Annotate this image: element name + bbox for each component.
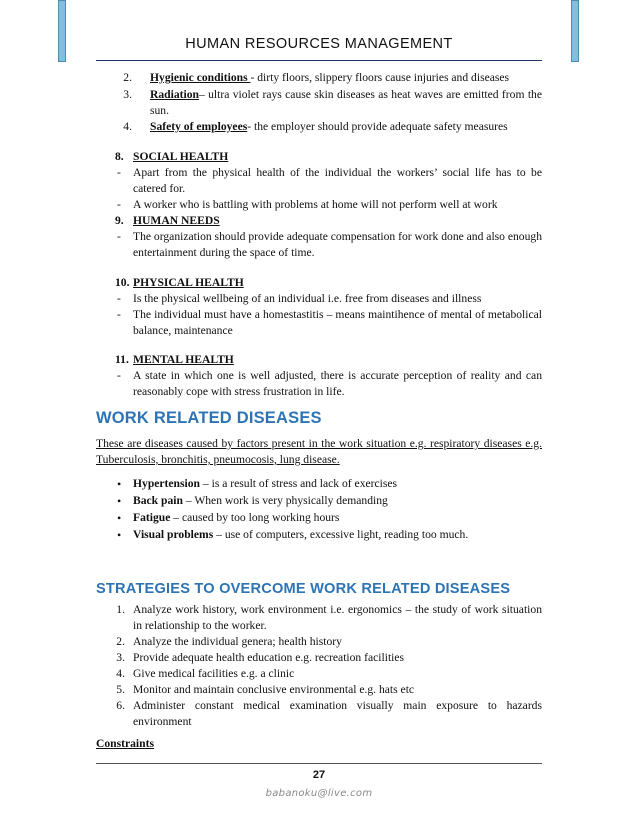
list-item-text: Provide adequate health education e.g. recreation facilities [133,651,405,664]
constraints-heading: Constraints [96,737,154,750]
section-heading: SOCIAL HEALTH [133,150,229,163]
dash-marker: - [117,308,121,321]
section-number: 10. [115,276,130,289]
list-item-number: 2. [123,71,132,84]
list-item-number: 3. [116,651,125,664]
work-diseases-heading: WORK RELATED DISEASES [96,409,322,427]
section-number: 8. [115,150,124,163]
list-item-text [150,87,542,119]
section-heading: HUMAN NEEDS [133,214,220,227]
bullet-text: – use of computers, excessive light, reading too much. [213,528,469,541]
list-item-text: Give medical facilities e.g. a clinic [133,667,295,680]
section-heading: PHYSICAL HEALTH [133,276,244,289]
left-decorative-bar [58,0,66,62]
list-item-number: 5. [116,683,125,696]
list-item-text: Monitor and maintain conclusive environmental e.g. hats etc [133,683,415,696]
page-number: 27 [312,769,326,781]
header-title: HUMAN RESOURCES MANAGEMENT [185,36,453,52]
dash-marker: - [117,230,121,243]
bullet-term: Back pain [133,494,183,507]
right-decorative-bar [571,0,579,62]
bullet-term: Visual problems [133,528,214,541]
list-item-number: 4. [123,120,132,133]
bullet-icon: • [117,511,122,525]
list-item-number: 4. [116,667,125,680]
list-item [133,527,468,543]
section-point: Apart from the physical health of the individual the workers’ social life has to be catered for. [133,166,542,195]
list-item-number: 3. [123,88,132,101]
section-heading: MENTAL HEALTH [133,353,234,366]
bullet-text: – is a result of stress and lack of exercises [200,477,398,490]
list-item-body: - dirty floors, slippery floors cause injuries and diseases [250,71,510,84]
list-item-text [150,70,542,86]
list-item-label: Safety of employees [150,120,248,133]
section-point: The individual must have a homestastitis – means maintihence of mental of metabolical balance, maintenance [133,308,542,337]
section-number: 11. [115,353,129,366]
bullet-term: Hypertension [133,477,200,490]
dash-marker: - [117,369,121,382]
bullet-term: Fatigue [133,511,171,524]
list-item-number: 6. [116,699,125,712]
work-diseases-intro: These are diseases caused by factors present in the work situation e.g. respiratory diseases e.g. Tuberculosis, bronchitis, pneumocosis, lung disease. [96,437,542,466]
bullet-text: – caused by too long working hours [170,511,340,524]
list-item-label: Hygienic conditions [150,71,251,84]
footer-email: babanoku@live.com [265,788,373,799]
bullet-text: – When work is very physically demanding [182,494,388,507]
section-point: A worker who is battling with problems at home will not perform well at work [133,198,498,211]
bullet-icon: • [117,494,122,508]
section-point: Is the physical wellbeing of an individual i.e. free from diseases and illness [133,292,482,305]
footer-rule [96,763,542,764]
list-item [133,476,397,492]
list-item-text [150,119,542,135]
list-item-text: Administer constant medical examination visually main exposure to hazards environment [133,699,542,728]
bullet-icon: • [117,528,122,542]
list-item-number: 1. [116,603,125,616]
list-item-text: Analyze work history, work environment i.e. ergonomics – the study of work situation in relationship to the worker. [133,603,542,632]
strategies-heading: STRATEGIES TO OVERCOME WORK RELATED DISEASES [96,581,511,597]
list-item-body: - the employer should provide adequate safety measures [247,120,508,133]
section-point: A state in which one is well adjusted, there is accurate perception of reality and can reasonably cope with stress frustration in life. [133,369,542,398]
list-item [133,510,339,526]
list-item [133,493,388,509]
header-rule [96,60,542,61]
dash-marker: - [117,198,121,211]
section-point: The organization should provide adequate compensation for work done and also enough entertainment during the space of time. [133,230,542,259]
list-item-label: Radiation [150,88,199,101]
list-item-body: – ultra violet rays cause skin diseases as heat waves are emitted from the sun. [150,88,542,117]
dash-marker: - [117,166,121,179]
dash-marker: - [117,292,121,305]
section-number: 9. [115,214,124,227]
bullet-icon: • [117,477,122,491]
list-item-text: Analyze the individual genera; health history [133,635,342,648]
list-item-number: 2. [116,635,125,648]
